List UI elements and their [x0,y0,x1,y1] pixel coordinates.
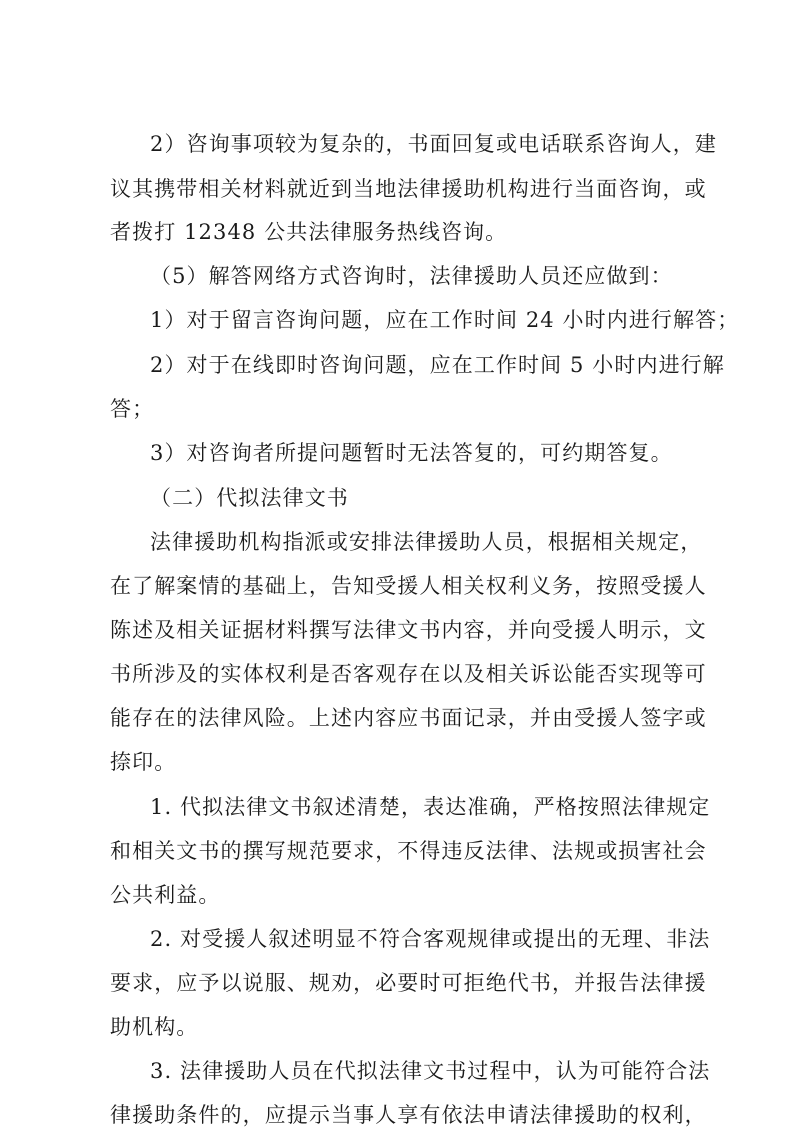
body-text-line: 要求，应予以说服、规劝，必要时可拒绝代书，并报告法律援 [110,971,707,995]
body-text-line: 3. 法律援助人员在代拟法律文书过程中，认为可能符合法 [150,1059,711,1083]
body-text-line: 律援助条件的，应提示当事人享有依法申请法律援助的权利， [110,1103,707,1127]
section-heading: （二）代拟法律文书 [150,486,349,510]
body-text-line: （5）解答网络方式咨询时，法律援助人员还应做到： [150,264,673,288]
body-text-line: 法律援助机构指派或安排法律援助人员，根据相关规定， [150,530,703,554]
body-text-line: 2）咨询事项较为复杂的，书面回复或电话联系咨询人，建 [150,132,717,156]
body-text-line: 和相关文书的撰写规范要求，不得违反法律、法规或损害社会 [110,839,707,863]
body-text-line: 书所涉及的实体权利是否客观存在以及相关诉讼能否实现等可 [110,662,707,686]
body-text-line: 1）对于留言咨询问题，应在工作时间 24 小时内进行解答； [150,308,740,332]
body-text-line: 能存在的法律风险。上述内容应书面记录，并由受援人签字或 [110,706,707,730]
body-text-line: 捺印。 [110,750,177,774]
body-text-line: 者拨打 12348 公共法律服务热线咨询。 [110,220,508,244]
body-text-line: 1. 代拟法律文书叙述清楚，表达准确，严格按照法律规定 [150,795,711,819]
body-text-line: 2. 对受援人叙述明显不符合客观规律或提出的无理、非法 [150,927,711,951]
body-text-line: 助机构。 [110,1015,199,1039]
body-text-line: 公共利益。 [110,883,221,907]
body-text-line: 在了解案情的基础上，告知受援人相关权利义务，按照受援人 [110,574,707,598]
body-text-line: 3）对咨询者所提问题暂时无法答复的，可约期答复。 [150,441,673,465]
body-text-line: 议其携带相关材料就近到当地法律援助机构进行当面咨询，或 [110,177,707,201]
body-text-line: 陈述及相关证据材料撰写法律文书内容，并向受援人明示，文 [110,618,707,642]
body-text-line: 2）对于在线即时咨询问题，应在工作时间 5 小时内进行解 [150,353,725,377]
body-text-line: 答； [110,397,155,421]
